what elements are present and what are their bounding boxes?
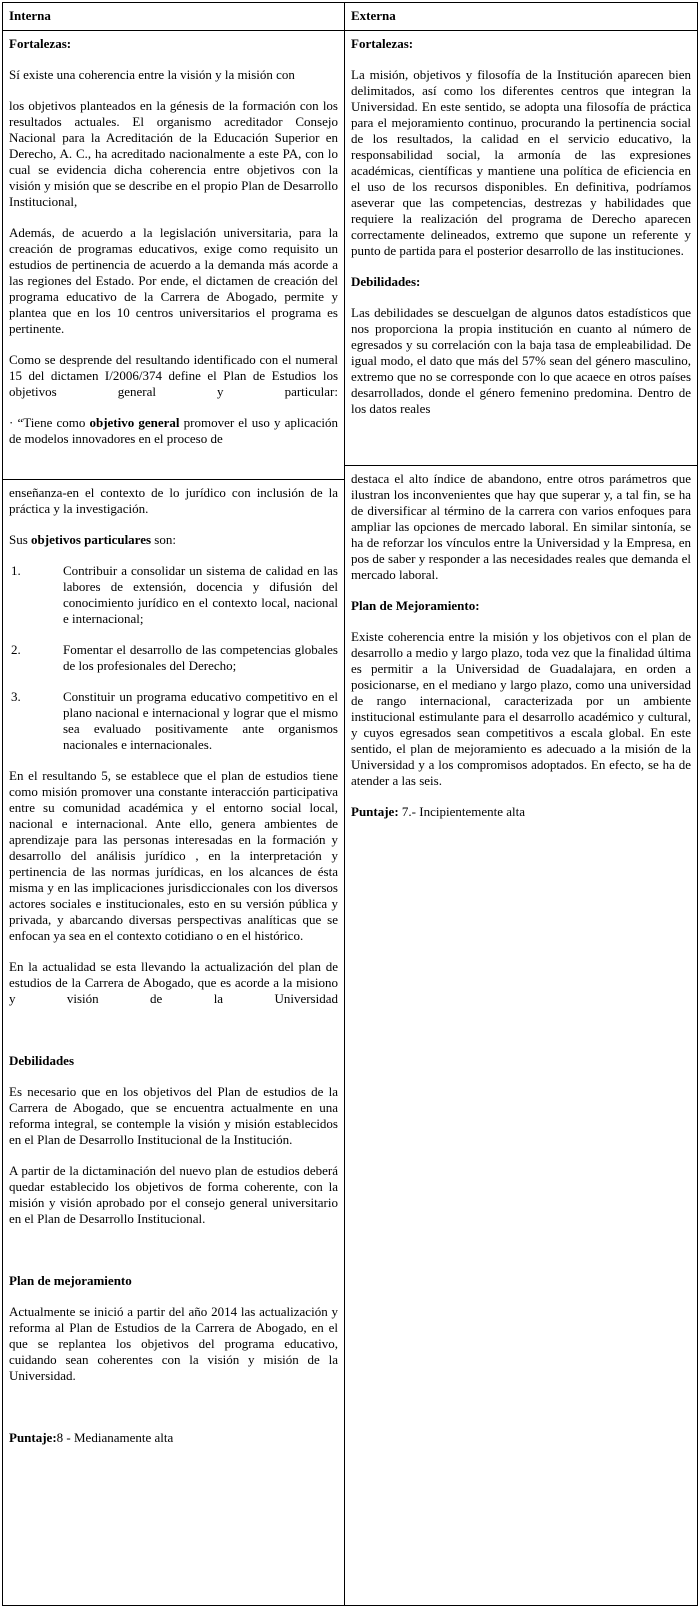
comparison-table (2, 2, 698, 1606)
text-run: Además, de acuerdo a la legislación universitaria, para la creación de programas educativos, exige como requisito un estudios de pertinencia de acuerdo a la demanda más acorde a las regiones del Estado. Por ende, el dictamen de creación del programa educativo de la Carrera de Abogado, permite y plantea que en los 10 centros universitarios el programa es pertinente. (9, 225, 338, 336)
text-run: Puntaje: (9, 1430, 57, 1445)
paragraph (351, 629, 691, 789)
text-run: Fomentar el desarrollo de las competencias globales de los profesionales del Derecho; (63, 642, 338, 673)
list-item-text (63, 689, 338, 753)
list-number: 2. (11, 642, 21, 657)
text-run: son: (151, 532, 176, 547)
list-item (9, 689, 338, 753)
paragraph (9, 67, 338, 83)
paragraph (9, 1304, 338, 1384)
text-run: objetivos particulares (31, 532, 152, 547)
section-heading (9, 36, 338, 52)
text-run: objetivo general (89, 415, 180, 430)
text-run: enseñanza-en el contexto de lo jurídico con inclusión de la práctica y la investigación. (9, 485, 338, 516)
text-run: Como se desprende del resultando identificado con el numeral 15 del dictamen I/2006/374 define el Plan de Estudios los objetivos general y particular: (9, 352, 338, 399)
text-run: Sus (9, 532, 32, 547)
section-heading (351, 598, 691, 614)
section-heading (9, 1273, 338, 1289)
paragraph-spacer (9, 1242, 338, 1258)
text-run: Plan de Mejoramiento: (351, 598, 480, 613)
column-header-externa: Externa (345, 3, 697, 31)
column-header-interna: Interna (3, 3, 344, 31)
paragraph (9, 1163, 338, 1227)
column-externa (344, 3, 697, 1605)
paragraph (9, 485, 338, 517)
text-run: Es necesario que en los objetivos del Plan de estudios de la Carrera de Abogado, que se encuentra actualmente en una reforma integral, se contemple la visión y misión establecidos en el Plan de Desarrollo Institucional de la Institución. (9, 1084, 338, 1147)
interna-cell-bottom (3, 480, 344, 1605)
list-item (9, 642, 338, 674)
list-number: 1. (11, 563, 21, 578)
paragraph (9, 532, 338, 548)
text-run: Fortalezas: (351, 36, 414, 51)
paragraph (9, 1084, 338, 1148)
text-run: Las debilidades se descuelgan de algunos datos estadísticos que nos proporciona la propia institución en cuanto al número de egresados y su correlación con la baja tasa de empleabilidad. De igual modo, el dato que más del 57% sean del género masculino, extremo que no se corresponde con lo que acaece en otros países desarrollados, donde el género femenino predomina. Dentro de los datos reales (351, 305, 691, 416)
column-interna (3, 3, 344, 1605)
paragraph-spacer (9, 1399, 338, 1415)
text-run: En el resultando 5, se establece que el plan de estudios tiene como misión promover una constante interacción participativa entre su comunidad académica y el entorno social local, nacional e internacional. Ante ello, genera ambientes de aprendizaje para las personas interesadas en la formación y desarrollo del análisis jurídico , en la interpretación y pertinencia de las normas jurídicas, en los alcances de ésta misma y en las implicaciones jurisdiccionales con los diversos actores sociales e institucionales, esto en su versión pública y privada, y abarcando diversas perspectivas analíticas que se enfocan ya sea en el contexto cotidiano o en el histórico. (9, 768, 338, 943)
paragraph (351, 305, 691, 417)
list-item-text (63, 563, 338, 627)
list-number: 3. (11, 689, 21, 704)
text-run: Sí existe una coherencia entre la visión y la misión con (9, 67, 295, 82)
paragraph (351, 804, 691, 820)
externa-cell-top (345, 31, 697, 466)
externa-cell-bottom (345, 466, 697, 1605)
text-run: A partir de la dictaminación del nuevo plan de estudios deberá quedar establecido los objetivos de forma coherente, con la misión y visión aprobado por el consejo general universitario en el Plan de Desarrollo Institucional. (9, 1163, 338, 1226)
paragraph (351, 471, 691, 583)
section-heading (351, 274, 691, 290)
text-run: Debilidades: (351, 274, 421, 289)
paragraph-spacer (9, 1022, 338, 1038)
text-run: Actualmente se inició a partir del año 2014 las actualización y reforma al Plan de Estudios de la Carrera de Abogado, en el que se replantea los objetivos del programa educativo, cuidando sean coherentes con la visión y misión de la Universidad. (9, 1304, 338, 1383)
list-item-text (63, 642, 338, 674)
text-run: Plan de mejoramiento (9, 1273, 132, 1288)
text-run: Debilidades (9, 1053, 75, 1068)
text-run: 8 - Medianamente alta (56, 1430, 174, 1445)
text-run: 7.- Incipientemente alta (398, 804, 526, 819)
text-run: promover el uso y aplicación de modelos innovadores en el proceso de (9, 415, 338, 446)
text-run: destaca el alto índice de abandono, entre otros parámetros que ilustran los inconvenientes que hay que superar y, a tal fin, se ha de diversificar al término de la carrera con varios enfoques para ampliar las opciones de mercado laboral. En similar sintonía, se ha de reforzar los vínculos entre la Universidad y la Empresa, en pos de saber y responder a las necesidades reales que demanda el mercado laboral. (351, 471, 691, 582)
paragraph (9, 98, 338, 210)
paragraph (9, 352, 338, 400)
interna-cell-top (3, 31, 344, 480)
text-run: Puntaje: (351, 804, 399, 819)
text-run: La misión, objetivos y filosofía de la Institución aparecen bien delimitados, así como los diferentes centros que integran la Universidad. En este sentido, se adopta una filosofía de práctica para el mejoramiento continuo, procurando la pertinencia social de los resultados, la calidad en el servicio educativo, la responsabilidad social, la armonía de las expresiones académicas, científicas y mantiene una política de eficiencia en el uso de los recursos disponibles. En definitiva, podríamos aseverar que las competencias, destrezas y habilidades que requiere la realización del programa de Derecho aparecen correctamente delineados, extremo que supone un referente y punto de partida para el posterior desarrollo de las instituciones. (351, 67, 691, 258)
paragraph (9, 225, 338, 337)
paragraph (9, 768, 338, 944)
list-item (9, 563, 338, 627)
paragraph (351, 67, 691, 259)
paragraph (9, 415, 338, 447)
text-run: · “Tiene como (9, 415, 90, 430)
paragraph (9, 959, 338, 1007)
text-run: Constituir un programa educativo competitivo en el plano nacional e internacional y lograr que el mismo sea evaluado positivamente ante organismos nacionales e internacionales. (63, 689, 338, 752)
text-run: los objetivos planteados en la génesis de la formación con los resultados actuales. El organismo acreditador Consejo Nacional para la Acreditación de la Educación Superior en Derecho, A. C., ha acreditado nacionalmente a este PA, con lo cual se evidencia dicha coherencia entre objetivos con la visión y misión que se describe en el propio Plan de Desarrollo Institucional, (9, 98, 338, 209)
section-heading (9, 1053, 338, 1069)
section-heading (351, 36, 691, 52)
text-run: Contribuir a consolidar un sistema de calidad en las labores de extensión, docencia y difusión del conocimiento jurídico en el contexto local, nacional e internacional; (63, 563, 338, 626)
paragraph (9, 1430, 338, 1446)
text-run: Fortalezas: (9, 36, 72, 51)
text-run: En la actualidad se esta llevando la actualización del plan de estudios de la Carrera de Abogado, que es acorde a la misiono y visión de la Universidad (9, 959, 338, 1006)
text-run: Existe coherencia entre la misión y los objetivos con el plan de desarrollo a medio y largo plazo, toda vez que la finalidad última es permitir a la Universidad de Guadalajara, en orden a posicionarse, en el mediano y largo plazo, como una universidad de rango internacional, caracterizada por un ambiente institucional estimulante para el desarrollo académico y cultural, y cuyos egresados sean competitivos a escala global. En este sentido, el plan de mejoramiento es adecuado a la misión de la Universidad y a los compromisos adoptados. En efecto, se ha de atender a las seis. (351, 629, 691, 788)
